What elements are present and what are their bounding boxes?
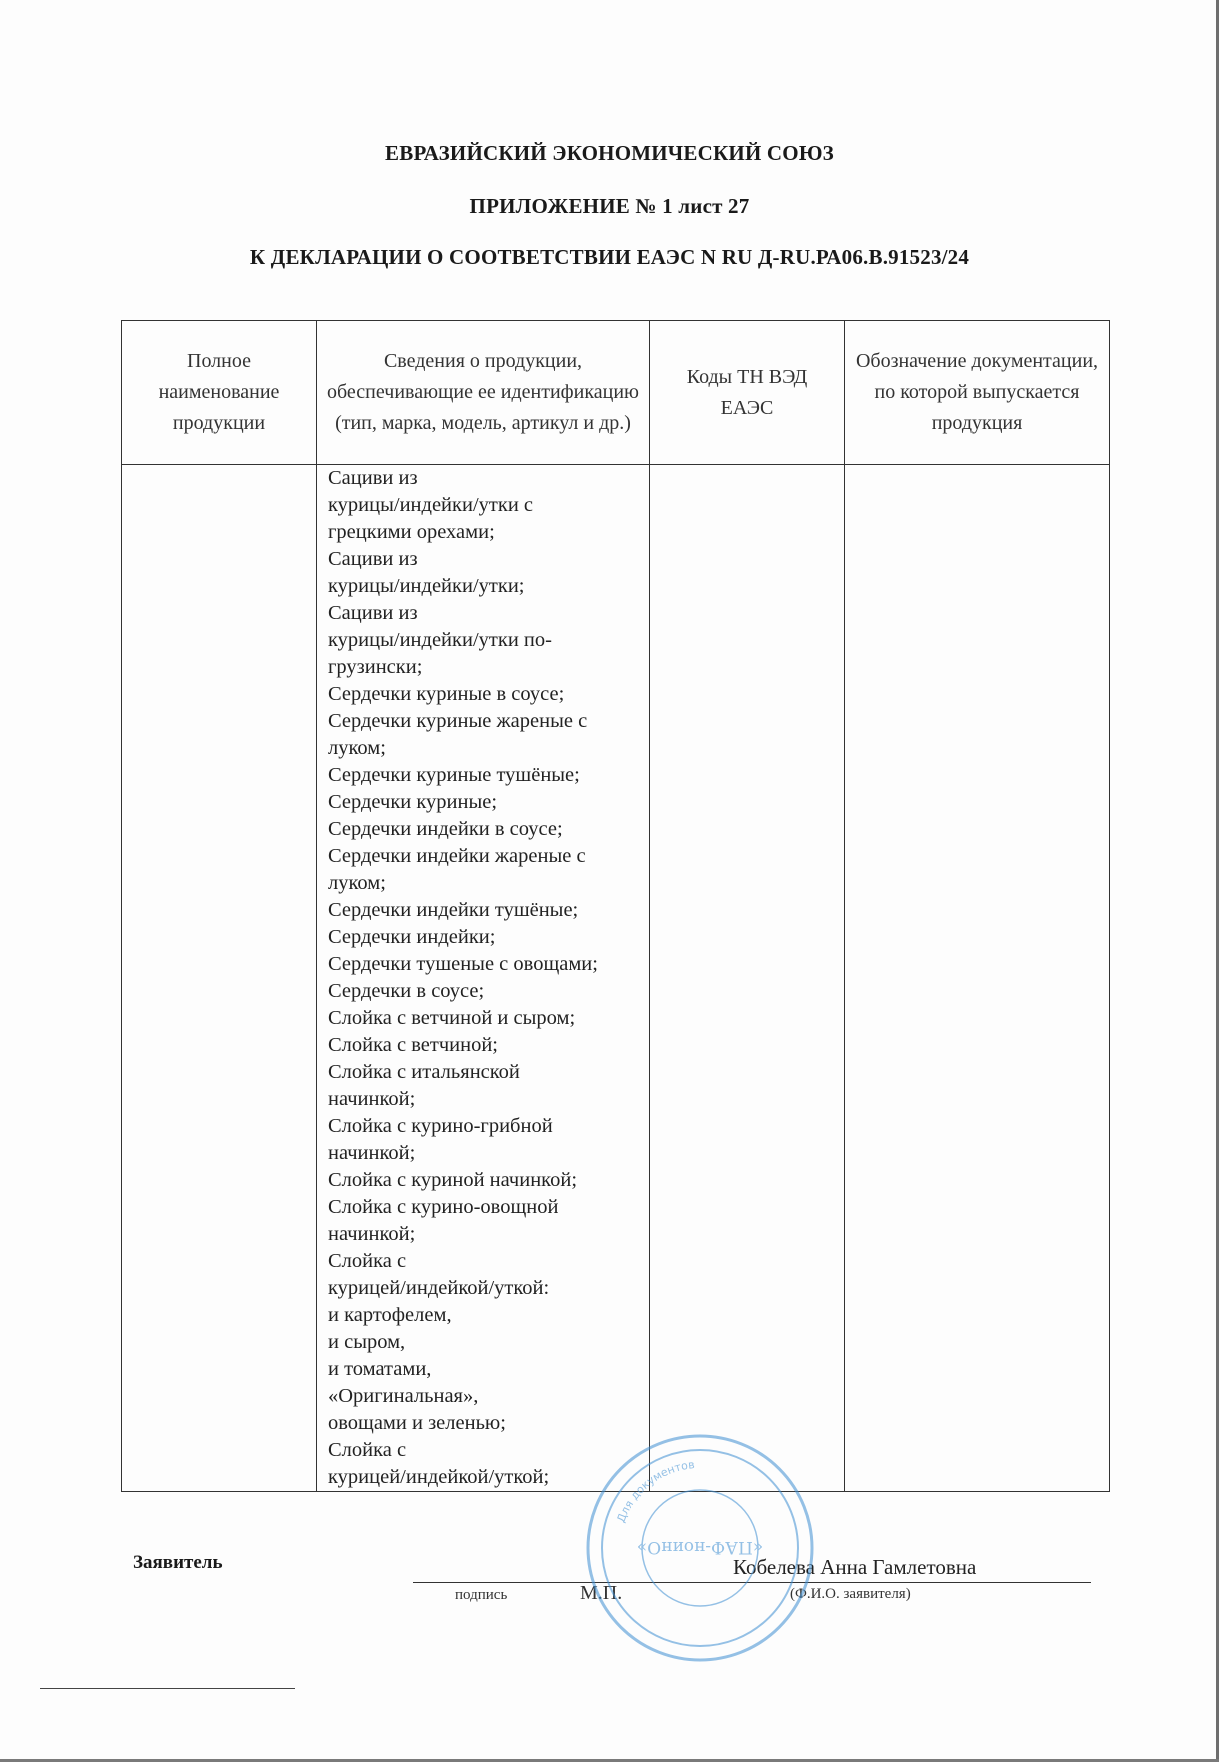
applicant-label: Заявитель (133, 1552, 223, 1573)
list-item: Сердечки куриные жареные с (328, 710, 588, 732)
svg-text:Для документов: Для документов (614, 1458, 696, 1525)
product-table (121, 320, 1110, 1492)
footer-rule (40, 1688, 295, 1689)
list-item: «Оригинальная», (328, 1385, 479, 1407)
list-item: овощами и зеленью; (328, 1412, 506, 1434)
list-item: Сердечки индейки; (328, 926, 496, 948)
list-item: Сациви из (328, 602, 418, 624)
list-item: Слойка с ветчиной и сыром; (328, 1007, 576, 1029)
list-item: луком; (328, 737, 386, 759)
signature-caption: подпись (455, 1587, 508, 1603)
list-item: начинкой; (328, 1142, 416, 1164)
list-item: курицы/индейки/утки; (328, 575, 525, 597)
list-item: Сациви из (328, 548, 418, 570)
product-items-list (325, 465, 641, 1491)
applicant-name-caption: (Ф.И.О. заявителя) (790, 1586, 911, 1602)
list-item: Слойка с ветчиной; (328, 1034, 499, 1056)
list-item: Сердечки куриные в соусе; (328, 683, 565, 705)
list-item: Слойка с итальянской (328, 1061, 520, 1083)
list-item: Сердечки индейки жареные с (328, 845, 586, 867)
list-item: Сердечки куриные; (328, 791, 498, 813)
list-item: Слойка с курино-грибной (328, 1115, 553, 1137)
cell-full-name (122, 465, 317, 1492)
column-header-documentation: Обозначение документации, по которой выпускается продукция (845, 321, 1110, 465)
column-header-full-name: Полное наименование продукции (122, 321, 317, 465)
list-item: и сыром, (328, 1331, 406, 1353)
table-row (122, 465, 1110, 1492)
seal-place-label: М.П. (580, 1582, 623, 1604)
list-item: и томатами, (328, 1358, 432, 1380)
list-item: курицей/индейкой/уткой; (328, 1466, 550, 1488)
header-declaration-number: К ДЕКЛАРАЦИИ О СООТВЕТСТВИИ ЕАЭС N RU Д-RU.РА06.В.91523/24 (249, 245, 970, 269)
list-item: луком; (328, 872, 386, 894)
list-item: курицы/индейки/утки по- (328, 629, 552, 651)
list-item: Слойка с курино-овощной (328, 1196, 559, 1218)
header-appendix-title: ПРИЛОЖЕНИЕ № 1 лист 27 (469, 194, 750, 218)
list-item: Слойка с (328, 1439, 407, 1461)
list-item: Слойка с куриной начинкой; (328, 1169, 578, 1191)
table-header-row (122, 321, 1110, 465)
list-item: Сациви из (328, 467, 418, 489)
list-item: Сердечки тушеные с овощами; (328, 953, 598, 975)
list-item: и картофелем, (328, 1304, 452, 1326)
cell-tnved-codes (650, 465, 845, 1492)
header-union-title: ЕВРАЗИЙСКИЙ ЭКОНОМИЧЕСКИЙ СОЮЗ (385, 141, 834, 165)
list-item: начинкой; (328, 1223, 416, 1245)
list-item: Слойка с (328, 1250, 407, 1272)
column-header-identification: Сведения о продукции, обеспечивающие ее идентификацию (тип, марка, модель, артикул и др.) (317, 321, 650, 465)
company-seal-stamp (580, 1428, 820, 1668)
cell-identification (317, 465, 650, 1492)
list-item: Сердечки в соусе; (328, 980, 485, 1002)
list-item: Сердечки индейки в соусе; (328, 818, 563, 840)
list-item: грецкими орехами; (328, 521, 495, 543)
list-item: начинкой; (328, 1088, 416, 1110)
cell-documentation (845, 465, 1110, 1492)
list-item: Сердечки куриные тушёные; (328, 764, 580, 786)
list-item: курицы/индейки/утки с (328, 494, 534, 516)
list-item: Сердечки индейки тушёные; (328, 899, 579, 921)
list-item: грузински; (328, 656, 423, 678)
list-item: курицей/индейкой/уткой: (328, 1277, 550, 1299)
svg-text:«ПАФ-ноинО»: «ПАФ-ноинО» (636, 1537, 764, 1557)
column-header-tnved-codes: Коды ТН ВЭД ЕАЭС (650, 321, 845, 465)
applicant-name: Кобелева Анна Гамлетовна (733, 1555, 977, 1579)
